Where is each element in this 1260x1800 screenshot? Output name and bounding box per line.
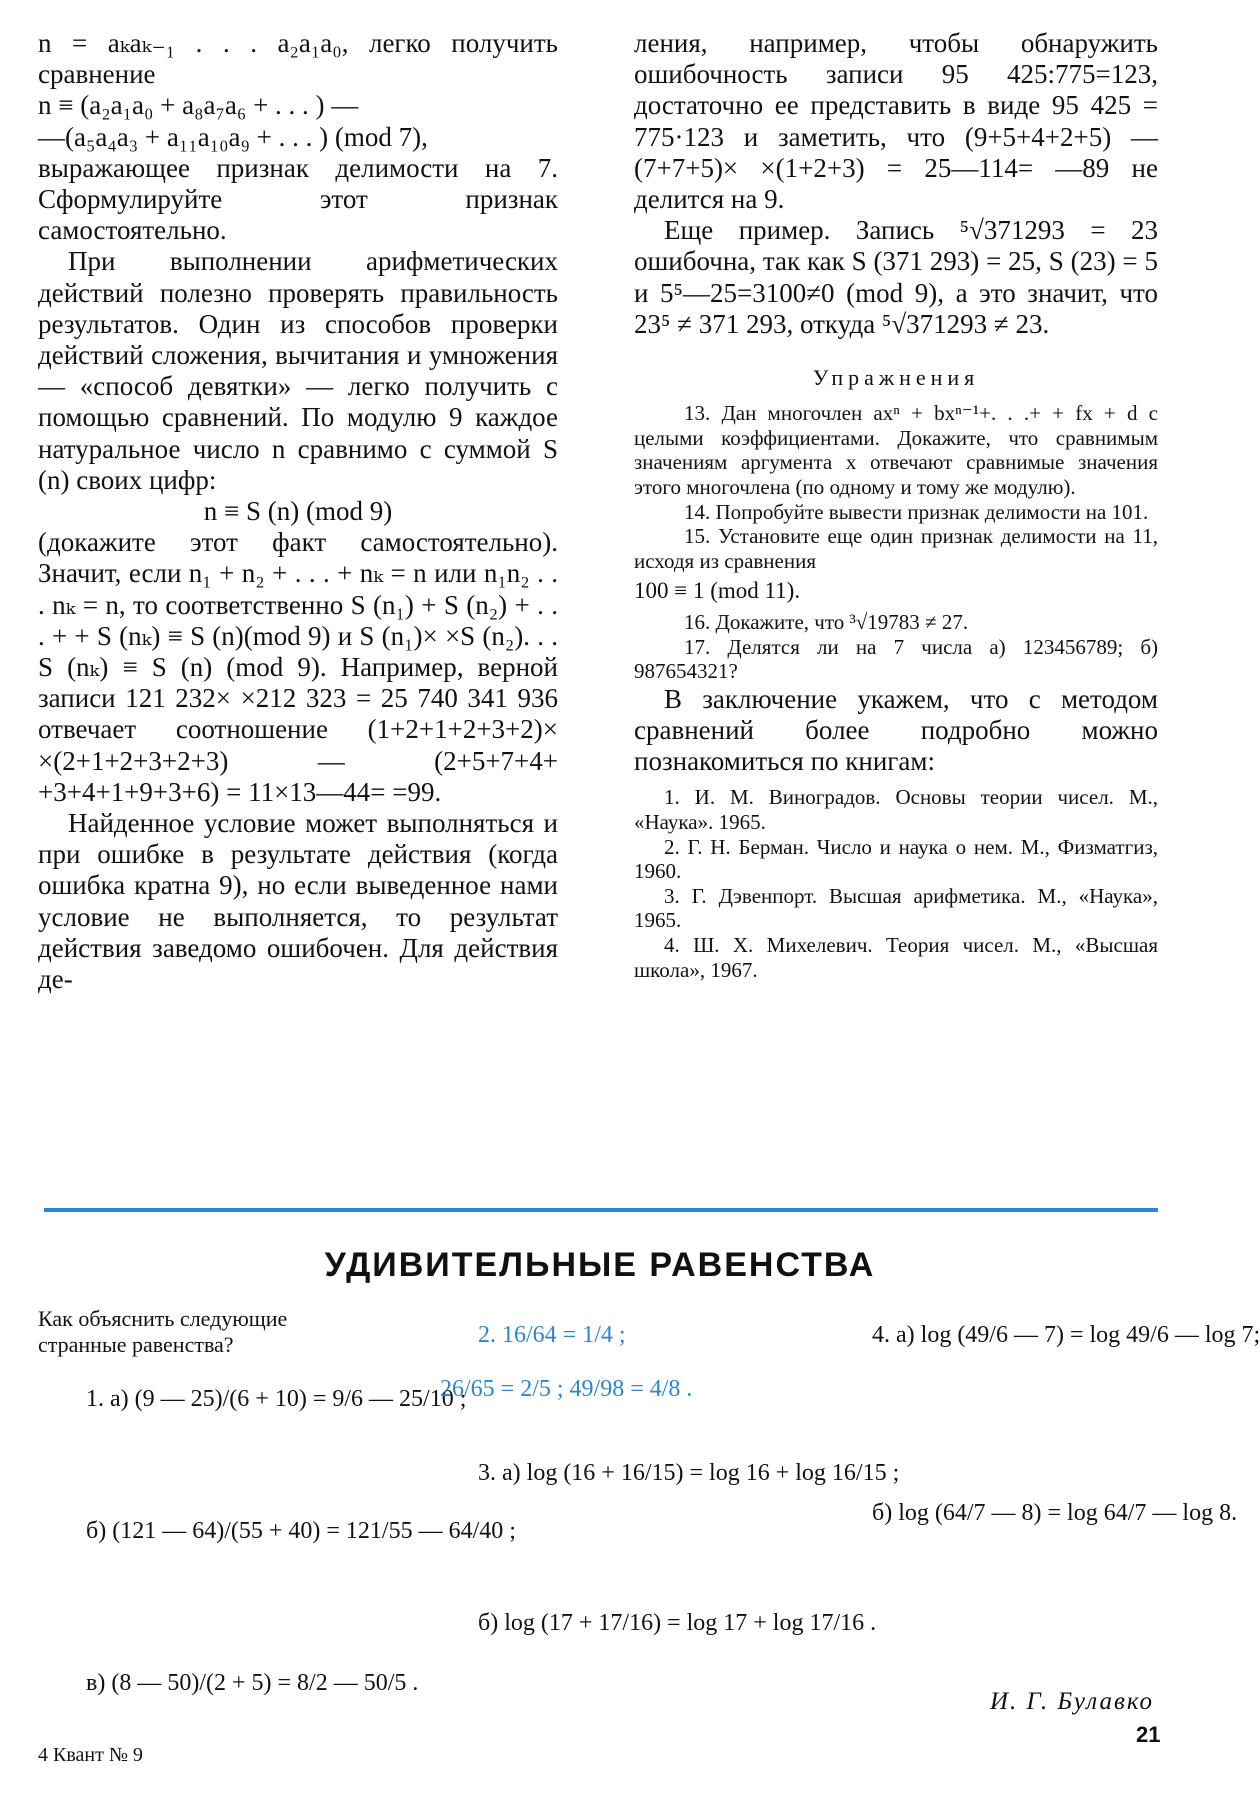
exercise-item: 15. Установите еще один признак делимости на 11, исходя из сравнения: [634, 524, 1158, 573]
paragraph: При выполнении арифметических действий полезно проверять правильность результатов. Один из способов проверки действий сложения, вычитания и умножения — «способ девятки» — легко получить с помощью сравнений. По модулю 9 каждое натуральное число n сравнимо с суммой S (n) своих цифр:: [38, 246, 558, 495]
paragraph: Еще пример. Запись ⁵√371293 = 23 ошибочна, так как S (371 293) = 25, S (23) = 5 и 5⁵—25=3100≠0 (mod 9), а это значит, что 23⁵ ≠ 371 293, откуда ⁵√371293 ≠ 23.: [634, 215, 1158, 339]
paragraph: (докажите этот факт самостоятельно). Значит, если n₁ + n₂ + . . . + nₖ = n или n₁n₂ . . . nₖ = n, то соответственно S (n₁) + S (n₂) + . . . + + S (nₖ) ≡ S (n)(mod 9) и S (n₁)× ×S (n₂). . . S (nₖ) ≡ S (n) (mod 9). Например, верной записи 121 232× ×212 323 = 25 740 341 936 отвечает соотношение (1+2+1+2+3+2)× ×(2+1+2+3+2+3) — (2+5+7+4+ +3+4+1+9+3+6) = 11×13—44= =99.: [38, 527, 558, 807]
equation-2a: 2. 16/64 = 1/4 ;: [478, 1322, 626, 1348]
formula-line-2: n ≡ (a₂a₁a₀ + a₈a₇a₆ + . . . ) —: [38, 90, 359, 121]
footer-signature: 4 Квант № 9: [38, 1744, 143, 1766]
article-title: УДИВИТЕЛЬНЫЕ РАВЕНСТВА: [324, 1246, 876, 1284]
equation-1c: в) (8 — 50)/(2 + 5) = 8/2 — 50/5 .: [86, 1670, 419, 1696]
formula-line-3: —(a₅a₄a₃ + a₁₁a₁₀a₉ + . . . ) (mod 7),: [38, 121, 428, 152]
exercise-item: 16. Докажите, что ³√19783 ≠ 27.: [684, 609, 969, 634]
equation-3a: 3. а) log (16 + 16/15) = log 16 + log 16/15 ;: [478, 1460, 900, 1486]
equation-3b: б) log (17 + 17/16) = log 17 + log 17/16 .: [478, 1610, 877, 1636]
reference-item: 3. Г. Дэвенпорт. Высшая арифметика. М., «Наука», 1965.: [634, 883, 1158, 933]
exercises-heading: Упражнения: [812, 365, 980, 391]
conclusion: В заключение укажем, что с методом сравнений более подробно можно познакомиться по книгам:: [634, 683, 1158, 777]
equation-1a: 1. а) (9 — 25)/(6 + 10) = 9/6 — 25/10 ;: [86, 1386, 467, 1412]
references-list: [634, 785, 1158, 982]
paragraph: ления, например, чтобы обнаружить ошибочность записи 95 425:775=123, достаточно ее представить в виде 95 425 = 775·123 и заметить, что (9+5+4+2+5) — (7+7+5)× ×(1+2+3) = 25—114= —89 не делится на 9.: [634, 28, 1158, 215]
page-number: 21: [1136, 1722, 1161, 1747]
right-column: [634, 28, 1158, 982]
left-column: [38, 28, 558, 995]
article-question: Как объяснить следующие странные равенства?: [38, 1306, 288, 1357]
exercise-formula: 100 ≡ 1 (mod 11).: [634, 578, 801, 604]
exercise-item: 13. Дан многочлен axⁿ + bxⁿ⁻¹+. . .+ + fx + d с целыми коэффициентами. Докажите, что сравнимым значениям аргумента x отвечают сравнимые значения этого многочлена (по одному и тому же модулю).: [634, 401, 1158, 500]
paragraph: Найденное условие может выполняться и при ошибке в результате действия (когда ошибка кратна 9), но если выведенное нами условие не выполняется, то результат действия заведомо ошибочен. Для действия де-: [38, 808, 558, 995]
author: И. Г. Булавко: [990, 1688, 1155, 1715]
formula-mod9: n ≡ S (n) (mod 9): [203, 496, 393, 527]
exercise-item: 14. Попробуйте вывести признак делимости на 101.: [684, 499, 1149, 524]
exercise-item: 17. Делятся ли на 7 числа а) 123456789; б) 987654321?: [634, 634, 1158, 684]
formula-line-1: n = aₖaₖ₋₁ . . . a₂a₁a₀, легко получить сравнение: [38, 28, 558, 90]
reference-item: 4. Ш. Х. Михелевич. Теория чисел. М., «Высшая школа», 1967.: [634, 932, 1158, 982]
equation-4a: 4. а) log (49/6 — 7) = log 49/6 — log 7;: [872, 1322, 1260, 1348]
equation-2b: 26/65 = 2/5 ; 49/98 = 4/8 .: [440, 1376, 693, 1402]
equation-4b: б) log (64/7 — 8) = log 64/7 — log 8.: [872, 1500, 1238, 1526]
reference-item: 1. И. М. Виноградов. Основы теории чисел. М., «Наука». 1965.: [634, 785, 1158, 834]
equation-1b: б) (121 — 64)/(55 + 40) = 121/55 — 64/40 ;: [86, 1518, 516, 1544]
reference-item: 2. Г. Н. Берман. Число и наука о нем. М., Физматгиз, 1960.: [634, 834, 1158, 884]
section-divider: [44, 1208, 1158, 1212]
paragraph: выражающее признак делимости на 7. Сформулируйте этот признак самостоятельно.: [38, 152, 558, 246]
